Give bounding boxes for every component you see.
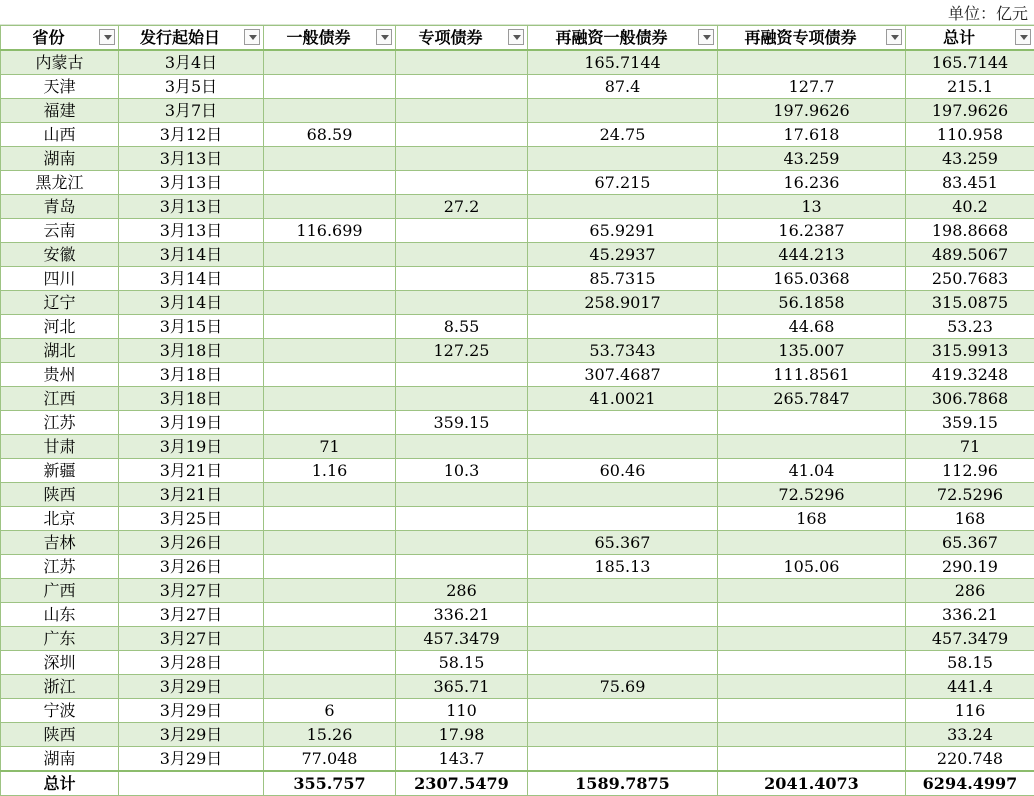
filter-dropdown-icon[interactable] — [508, 29, 524, 45]
table-row — [1, 723, 1034, 747]
refinancing-general-cell[interactable]: 24.75 — [528, 123, 718, 147]
start-date-cell[interactable]: 3月4日 — [119, 50, 264, 75]
refinancing-general-cell[interactable] — [528, 627, 718, 651]
total-cell[interactable]: 250.7683 — [906, 267, 1034, 291]
province-cell[interactable]: 内蒙古 — [1, 50, 119, 75]
total-cell[interactable]: 110.958 — [906, 123, 1034, 147]
province-cell[interactable]: 宁波 — [1, 699, 119, 723]
filter-dropdown-icon[interactable] — [376, 29, 392, 45]
total-cell[interactable]: 6294.4997 — [906, 771, 1034, 796]
refinancing-general-cell[interactable] — [528, 435, 718, 459]
special-bond-cell[interactable]: 17.98 — [396, 723, 528, 747]
special-bond-cell[interactable] — [396, 531, 528, 555]
total-cell[interactable]: 43.259 — [906, 147, 1034, 171]
table-row — [1, 363, 1034, 387]
refinancing-special-cell[interactable] — [718, 50, 906, 75]
table-row — [1, 699, 1034, 723]
start-date-cell[interactable]: 3月13日 — [119, 195, 264, 219]
table-row — [1, 555, 1034, 579]
refinancing-special-cell[interactable]: 44.68 — [718, 315, 906, 339]
total-cell[interactable]: 33.24 — [906, 723, 1034, 747]
refinancing-general-cell[interactable] — [528, 723, 718, 747]
refinancing-special-cell[interactable]: 265.7847 — [718, 387, 906, 411]
table-row — [1, 243, 1034, 267]
refinancing-general-cell[interactable]: 45.2937 — [528, 243, 718, 267]
table-row — [1, 579, 1034, 603]
refinancing-special-cell[interactable] — [718, 723, 906, 747]
refinancing-general-cell[interactable]: 53.7343 — [528, 339, 718, 363]
total-row — [1, 771, 1034, 796]
refinancing-general-cell[interactable] — [528, 483, 718, 507]
refinancing-special-cell[interactable] — [718, 579, 906, 603]
refinancing-general-cell[interactable] — [528, 99, 718, 123]
general-bond-cell[interactable]: 77.048 — [264, 747, 396, 772]
total-cell[interactable]: 489.5067 — [906, 243, 1034, 267]
province-cell[interactable]: 新疆 — [1, 459, 119, 483]
special-bond-cell[interactable]: 127.25 — [396, 339, 528, 363]
province-cell[interactable]: 浙江 — [1, 675, 119, 699]
refinancing-special-cell[interactable]: 13 — [718, 195, 906, 219]
special-bond-cell[interactable]: 10.3 — [396, 459, 528, 483]
table-row — [1, 171, 1034, 195]
refinancing-general-cell[interactable]: 307.4687 — [528, 363, 718, 387]
general-bond-cell[interactable] — [264, 315, 396, 339]
special-bond-cell[interactable] — [396, 243, 528, 267]
start-date-cell[interactable]: 3月14日 — [119, 291, 264, 315]
filter-dropdown-icon[interactable] — [886, 29, 902, 45]
table-row — [1, 291, 1034, 315]
special-bond-cell[interactable]: 143.7 — [396, 747, 528, 772]
general-bond-cell[interactable] — [264, 99, 396, 123]
province-cell[interactable]: 广西 — [1, 579, 119, 603]
special-bond-cell[interactable] — [396, 435, 528, 459]
province-cell[interactable]: 湖北 — [1, 339, 119, 363]
province-cell[interactable]: 吉林 — [1, 531, 119, 555]
province-cell[interactable]: 青岛 — [1, 195, 119, 219]
special-bond-cell[interactable] — [396, 147, 528, 171]
header-general-bond: 一般债券 — [264, 26, 396, 51]
province-cell[interactable]: 山西 — [1, 123, 119, 147]
header-special-bond: 专项债券 — [396, 26, 528, 51]
refinancing-special-cell[interactable] — [718, 627, 906, 651]
general-bond-cell[interactable] — [264, 627, 396, 651]
special-bond-cell[interactable] — [396, 555, 528, 579]
refinancing-general-cell[interactable]: 165.7144 — [528, 50, 718, 75]
refinancing-special-cell[interactable] — [718, 435, 906, 459]
table-row — [1, 339, 1034, 363]
general-bond-cell[interactable] — [264, 579, 396, 603]
refinancing-special-cell[interactable]: 16.236 — [718, 171, 906, 195]
general-bond-cell[interactable] — [264, 603, 396, 627]
table-row — [1, 315, 1034, 339]
total-cell[interactable]: 197.9626 — [906, 99, 1034, 123]
refinancing-general-cell[interactable] — [528, 315, 718, 339]
table-row — [1, 603, 1034, 627]
special-bond-cell[interactable] — [396, 123, 528, 147]
general-bond-cell[interactable] — [264, 411, 396, 435]
start-date-cell[interactable]: 3月27日 — [119, 603, 264, 627]
special-bond-cell[interactable]: 110 — [396, 699, 528, 723]
province-cell[interactable]: 广东 — [1, 627, 119, 651]
table-row — [1, 747, 1034, 772]
total-cell[interactable] — [119, 771, 264, 796]
refinancing-special-cell[interactable]: 165.0368 — [718, 267, 906, 291]
unit-row — [0, 0, 1034, 25]
special-bond-cell[interactable] — [396, 99, 528, 123]
province-cell[interactable]: 陕西 — [1, 483, 119, 507]
start-date-cell[interactable]: 3月26日 — [119, 555, 264, 579]
filter-dropdown-icon[interactable] — [1015, 29, 1031, 45]
table-row — [1, 507, 1034, 531]
start-date-cell[interactable]: 3月29日 — [119, 699, 264, 723]
refinancing-special-cell[interactable]: 135.007 — [718, 339, 906, 363]
start-date-cell[interactable]: 3月15日 — [119, 315, 264, 339]
refinancing-special-cell[interactable]: 168 — [718, 507, 906, 531]
start-date-cell[interactable]: 3月13日 — [119, 147, 264, 171]
total-cell[interactable]: 198.8668 — [906, 219, 1034, 243]
start-date-cell[interactable]: 3月29日 — [119, 747, 264, 772]
start-date-cell[interactable]: 3月13日 — [119, 219, 264, 243]
total-cell[interactable]: 286 — [906, 579, 1034, 603]
start-date-cell[interactable]: 3月19日 — [119, 411, 264, 435]
refinancing-general-cell[interactable]: 75.69 — [528, 675, 718, 699]
special-bond-cell[interactable] — [396, 219, 528, 243]
start-date-cell[interactable]: 3月28日 — [119, 651, 264, 675]
special-bond-cell[interactable]: 336.21 — [396, 603, 528, 627]
general-bond-cell[interactable] — [264, 387, 396, 411]
province-cell[interactable]: 云南 — [1, 219, 119, 243]
general-bond-cell[interactable] — [264, 363, 396, 387]
special-bond-cell[interactable] — [396, 387, 528, 411]
province-cell[interactable]: 福建 — [1, 99, 119, 123]
general-bond-cell[interactable] — [264, 147, 396, 171]
header-row — [1, 26, 1034, 51]
special-bond-cell[interactable] — [396, 507, 528, 531]
province-cell[interactable]: 北京 — [1, 507, 119, 531]
refinancing-general-cell[interactable] — [528, 195, 718, 219]
refinancing-general-cell[interactable]: 60.46 — [528, 459, 718, 483]
total-cell[interactable]: 306.7868 — [906, 387, 1034, 411]
special-bond-cell[interactable] — [396, 483, 528, 507]
table-row — [1, 267, 1034, 291]
refinancing-general-cell[interactable]: 185.13 — [528, 555, 718, 579]
general-bond-cell[interactable] — [264, 339, 396, 363]
special-bond-cell[interactable]: 8.55 — [396, 315, 528, 339]
table-row — [1, 219, 1034, 243]
refinancing-general-cell[interactable]: 65.9291 — [528, 219, 718, 243]
total-cell[interactable]: 58.15 — [906, 651, 1034, 675]
refinancing-general-cell[interactable] — [528, 603, 718, 627]
start-date-cell[interactable]: 3月21日 — [119, 483, 264, 507]
special-bond-cell[interactable] — [396, 363, 528, 387]
table-row — [1, 483, 1034, 507]
table-row — [1, 531, 1034, 555]
table-body — [1, 50, 1034, 771]
table-row — [1, 50, 1034, 75]
table-row — [1, 147, 1034, 171]
table-row — [1, 651, 1034, 675]
refinancing-general-cell[interactable] — [528, 579, 718, 603]
refinancing-special-cell[interactable]: 72.5296 — [718, 483, 906, 507]
refinancing-general-cell[interactable]: 67.215 — [528, 171, 718, 195]
total-cell[interactable]: 2307.5479 — [396, 771, 528, 796]
start-date-cell[interactable]: 3月14日 — [119, 243, 264, 267]
table-row — [1, 435, 1034, 459]
general-bond-cell[interactable] — [264, 243, 396, 267]
total-label[interactable]: 总计 — [1, 771, 119, 796]
start-date-cell[interactable]: 3月26日 — [119, 531, 264, 555]
general-bond-cell[interactable] — [264, 531, 396, 555]
filter-dropdown-icon[interactable] — [698, 29, 714, 45]
total-cell[interactable]: 53.23 — [906, 315, 1034, 339]
start-date-cell[interactable]: 3月7日 — [119, 99, 264, 123]
general-bond-cell[interactable]: 71 — [264, 435, 396, 459]
general-bond-cell[interactable]: 6 — [264, 699, 396, 723]
total-cell[interactable]: 116 — [906, 699, 1034, 723]
total-cell[interactable]: 355.757 — [264, 771, 396, 796]
start-date-cell[interactable]: 3月5日 — [119, 75, 264, 99]
refinancing-special-cell[interactable]: 197.9626 — [718, 99, 906, 123]
province-cell[interactable]: 四川 — [1, 267, 119, 291]
header-refinancing-special: 再融资专项债券 — [718, 26, 906, 51]
table-row — [1, 75, 1034, 99]
start-date-cell[interactable]: 3月27日 — [119, 627, 264, 651]
special-bond-cell[interactable]: 457.3479 — [396, 627, 528, 651]
province-cell[interactable]: 江苏 — [1, 555, 119, 579]
refinancing-special-cell[interactable]: 41.04 — [718, 459, 906, 483]
refinancing-special-cell[interactable] — [718, 747, 906, 772]
total-cell[interactable]: 290.19 — [906, 555, 1034, 579]
bond-issuance-table — [0, 25, 1034, 796]
province-cell[interactable]: 江苏 — [1, 411, 119, 435]
total-cell[interactable]: 457.3479 — [906, 627, 1034, 651]
total-cell[interactable]: 112.96 — [906, 459, 1034, 483]
province-cell[interactable]: 天津 — [1, 75, 119, 99]
general-bond-cell[interactable] — [264, 507, 396, 531]
general-bond-cell[interactable]: 68.59 — [264, 123, 396, 147]
special-bond-cell[interactable] — [396, 267, 528, 291]
province-cell[interactable]: 安徽 — [1, 243, 119, 267]
special-bond-cell[interactable]: 365.71 — [396, 675, 528, 699]
total-cell[interactable]: 315.0875 — [906, 291, 1034, 315]
header-start-date: 发行起始日 — [119, 26, 264, 51]
header-province: 省份 — [1, 26, 119, 51]
province-cell[interactable]: 陕西 — [1, 723, 119, 747]
refinancing-general-cell[interactable] — [528, 747, 718, 772]
table-row — [1, 123, 1034, 147]
special-bond-cell[interactable]: 58.15 — [396, 651, 528, 675]
refinancing-special-cell[interactable]: 17.618 — [718, 123, 906, 147]
special-bond-cell[interactable] — [396, 171, 528, 195]
special-bond-cell[interactable]: 359.15 — [396, 411, 528, 435]
total-cell[interactable]: 165.7144 — [906, 50, 1034, 75]
total-cell[interactable]: 215.1 — [906, 75, 1034, 99]
total-cell[interactable]: 336.21 — [906, 603, 1034, 627]
refinancing-special-cell[interactable] — [718, 531, 906, 555]
header-total: 总计 — [906, 26, 1034, 51]
province-cell[interactable]: 贵州 — [1, 363, 119, 387]
start-date-cell[interactable]: 3月13日 — [119, 171, 264, 195]
province-cell[interactable]: 湖南 — [1, 747, 119, 772]
refinancing-special-cell[interactable] — [718, 651, 906, 675]
refinancing-special-cell[interactable] — [718, 411, 906, 435]
total-cell[interactable]: 441.4 — [906, 675, 1034, 699]
refinancing-general-cell[interactable] — [528, 507, 718, 531]
special-bond-cell[interactable] — [396, 50, 528, 75]
total-cell[interactable]: 40.2 — [906, 195, 1034, 219]
table-row — [1, 99, 1034, 123]
refinancing-special-cell[interactable]: 111.8561 — [718, 363, 906, 387]
refinancing-special-cell[interactable]: 444.213 — [718, 243, 906, 267]
total-cell[interactable]: 359.15 — [906, 411, 1034, 435]
special-bond-cell[interactable]: 286 — [396, 579, 528, 603]
province-cell[interactable]: 河北 — [1, 315, 119, 339]
total-cell[interactable]: 72.5296 — [906, 483, 1034, 507]
total-cell[interactable]: 315.9913 — [906, 339, 1034, 363]
total-cell[interactable]: 419.3248 — [906, 363, 1034, 387]
refinancing-general-cell[interactable]: 87.4 — [528, 75, 718, 99]
general-bond-cell[interactable]: 116.699 — [264, 219, 396, 243]
start-date-cell[interactable]: 3月27日 — [119, 579, 264, 603]
special-bond-cell[interactable] — [396, 75, 528, 99]
refinancing-general-cell[interactable]: 65.367 — [528, 531, 718, 555]
header-refinancing-general: 再融资一般债券 — [528, 26, 718, 51]
refinancing-special-cell[interactable]: 16.2387 — [718, 219, 906, 243]
table-row — [1, 459, 1034, 483]
start-date-cell[interactable]: 3月18日 — [119, 339, 264, 363]
province-cell[interactable]: 江西 — [1, 387, 119, 411]
refinancing-general-cell[interactable]: 85.7315 — [528, 267, 718, 291]
start-date-cell[interactable]: 3月19日 — [119, 435, 264, 459]
special-bond-cell[interactable] — [396, 291, 528, 315]
general-bond-cell[interactable] — [264, 291, 396, 315]
refinancing-general-cell[interactable]: 258.9017 — [528, 291, 718, 315]
start-date-cell[interactable]: 3月14日 — [119, 267, 264, 291]
special-bond-cell[interactable]: 27.2 — [396, 195, 528, 219]
refinancing-general-cell[interactable] — [528, 411, 718, 435]
table-row — [1, 411, 1034, 435]
total-cell[interactable]: 168 — [906, 507, 1034, 531]
general-bond-cell[interactable] — [264, 675, 396, 699]
start-date-cell[interactable]: 3月29日 — [119, 723, 264, 747]
start-date-cell[interactable]: 3月21日 — [119, 459, 264, 483]
province-cell[interactable]: 深圳 — [1, 651, 119, 675]
province-cell[interactable]: 湖南 — [1, 147, 119, 171]
start-date-cell[interactable]: 3月12日 — [119, 123, 264, 147]
refinancing-general-cell[interactable] — [528, 699, 718, 723]
total-cell[interactable]: 220.748 — [906, 747, 1034, 772]
general-bond-cell[interactable] — [264, 171, 396, 195]
refinancing-special-cell[interactable] — [718, 675, 906, 699]
refinancing-special-cell[interactable]: 43.259 — [718, 147, 906, 171]
table-row — [1, 675, 1034, 699]
refinancing-general-cell[interactable] — [528, 651, 718, 675]
refinancing-special-cell[interactable]: 56.1858 — [718, 291, 906, 315]
province-cell[interactable]: 黑龙江 — [1, 171, 119, 195]
refinancing-general-cell[interactable]: 41.0021 — [528, 387, 718, 411]
start-date-cell[interactable]: 3月25日 — [119, 507, 264, 531]
general-bond-cell[interactable]: 1.16 — [264, 459, 396, 483]
refinancing-special-cell[interactable]: 105.06 — [718, 555, 906, 579]
filter-dropdown-icon[interactable] — [99, 29, 115, 45]
general-bond-cell[interactable] — [264, 50, 396, 75]
province-cell[interactable]: 山东 — [1, 603, 119, 627]
filter-dropdown-icon[interactable] — [244, 29, 260, 45]
total-cell[interactable]: 65.367 — [906, 531, 1034, 555]
table-row — [1, 195, 1034, 219]
general-bond-cell[interactable] — [264, 267, 396, 291]
table-row — [1, 387, 1034, 411]
refinancing-special-cell[interactable]: 127.7 — [718, 75, 906, 99]
unit-label: 单位：亿元 — [948, 1, 1034, 24]
general-bond-cell[interactable]: 15.26 — [264, 723, 396, 747]
refinancing-special-cell[interactable] — [718, 699, 906, 723]
start-date-cell[interactable]: 3月18日 — [119, 387, 264, 411]
province-cell[interactable]: 辽宁 — [1, 291, 119, 315]
total-cell[interactable]: 71 — [906, 435, 1034, 459]
total-cell[interactable]: 2041.4073 — [718, 771, 906, 796]
total-cell[interactable]: 83.451 — [906, 171, 1034, 195]
general-bond-cell[interactable] — [264, 75, 396, 99]
general-bond-cell[interactable] — [264, 483, 396, 507]
total-cell[interactable]: 1589.7875 — [528, 771, 718, 796]
refinancing-general-cell[interactable] — [528, 147, 718, 171]
general-bond-cell[interactable] — [264, 651, 396, 675]
start-date-cell[interactable]: 3月18日 — [119, 363, 264, 387]
start-date-cell[interactable]: 3月29日 — [119, 675, 264, 699]
refinancing-special-cell[interactable] — [718, 603, 906, 627]
general-bond-cell[interactable] — [264, 555, 396, 579]
general-bond-cell[interactable] — [264, 195, 396, 219]
province-cell[interactable]: 甘肃 — [1, 435, 119, 459]
table-row — [1, 627, 1034, 651]
